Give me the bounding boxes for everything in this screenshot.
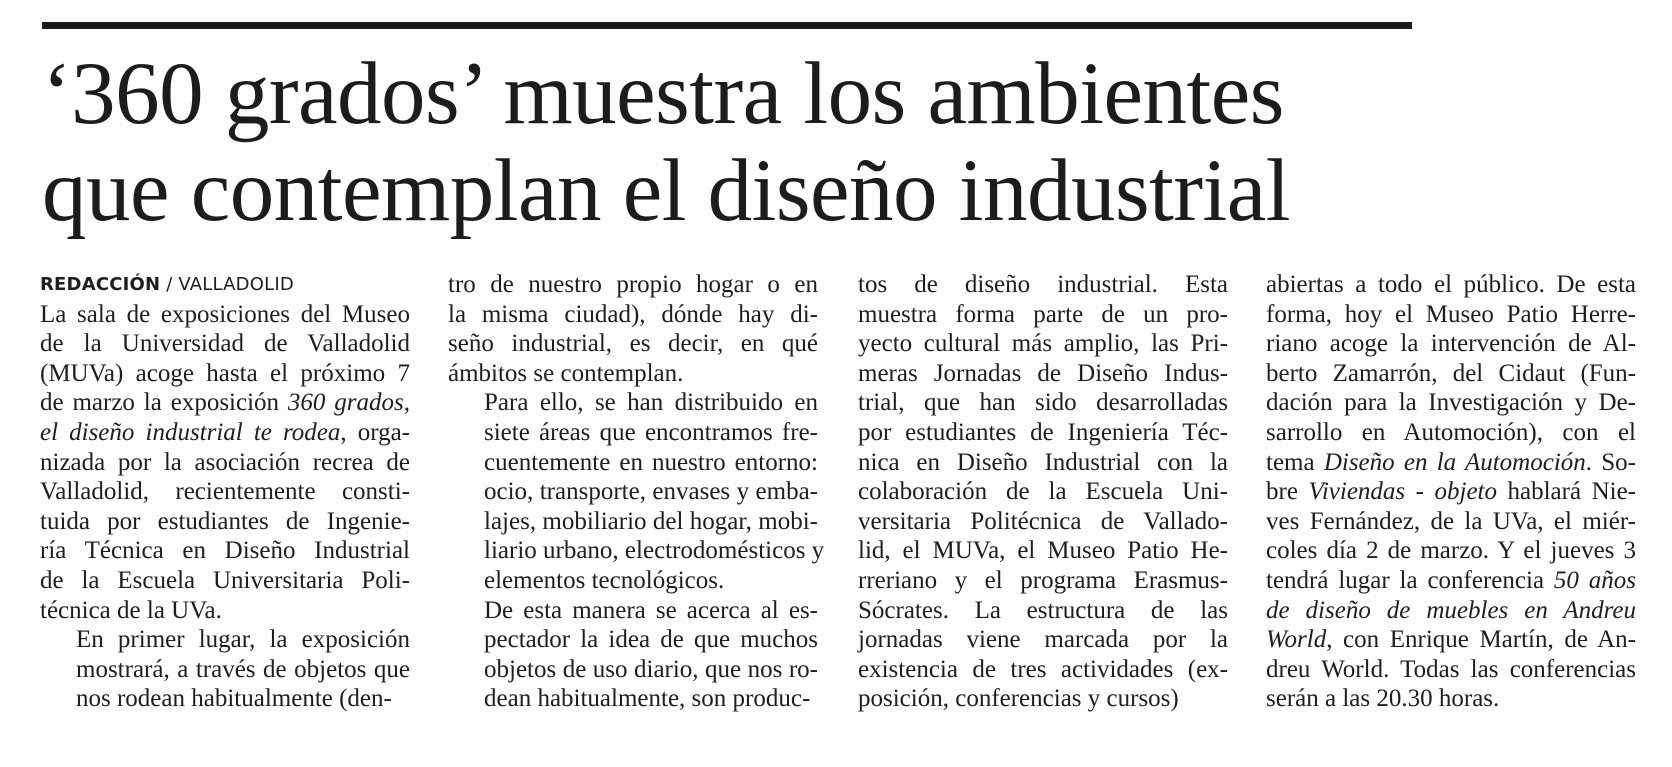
paragraph (448, 596, 818, 714)
text-line: tema Diseño en la Automoción. So- (1266, 448, 1636, 476)
text-line: tendrá lugar la conferencia 50 años (1266, 566, 1636, 594)
text-line: de la Universidad de Valladolid (40, 330, 410, 358)
text-line: forma, hoy el Museo Patio Herre- (1266, 300, 1636, 328)
paragraph (40, 625, 410, 714)
text-line: versitaria Politécnica de Vallado- (858, 507, 1228, 535)
text-line: el diseño industrial te rodea, orga- (40, 418, 410, 446)
top-rule (42, 22, 1412, 29)
text-line: de diseño de muebles en Andreu (1266, 596, 1636, 624)
text-line: Sócrates. La estructura de las (858, 596, 1228, 624)
text-line: jornadas viene marcada por la (858, 626, 1228, 654)
text-line: tro de nuestro propio hogar o en (448, 271, 818, 298)
text-line: dreu World. Todas las conferencias (1266, 655, 1636, 683)
text-line: colaboración de la Escuela Uni- (858, 478, 1228, 506)
text-line: trial, que han sido desarrolladas (858, 389, 1228, 417)
text-line: ocio, transporte, envases y emba- (484, 478, 818, 506)
text-line: siete áreas que encontramos fre- (484, 418, 818, 446)
text-line: La sala de exposiciones del Museo (40, 300, 410, 328)
article-column-3 (858, 270, 1228, 714)
text-line: mostrará, a través de objetos que (76, 655, 410, 683)
paragraph (448, 270, 818, 388)
text-line: dean habitualmente, son produc- (484, 685, 811, 713)
text-line: World, con Enrique Martín, de An- (1266, 626, 1636, 654)
headline (42, 46, 1442, 240)
text-line: meras Jornadas de Diseño Indus- (858, 359, 1228, 387)
text-line: berto Zamarrón, del Cidaut (Fun- (1266, 359, 1636, 387)
text-line: de marzo la exposición 360 grados, (40, 389, 410, 417)
text-line: De esta manera se acerca al es- (484, 596, 818, 624)
text-line: En primer lugar, la exposición (76, 626, 410, 654)
text-line: posición, conferencias y cursos) (858, 685, 1179, 713)
text-line: bre Viviendas - objeto hablará Nie- (1266, 478, 1636, 506)
text-line: lid, el MUVa, el Museo Patio He- (858, 537, 1228, 565)
text-line: ves Fernández, de la UVa, el miér- (1266, 507, 1636, 535)
text-line: nos rodean habitualmente (den- (76, 685, 392, 713)
text-line: muestra forma parte de un pro- (858, 300, 1228, 328)
text-line: (MUVa) acoge hasta el próximo 7 (40, 359, 410, 387)
text-line: elementos tecnológicos. (484, 566, 725, 594)
text-line: serán a las 20.30 horas. (1266, 685, 1500, 713)
article-column-1 (40, 270, 410, 714)
text-line: rreriano y el programa Erasmus- (858, 566, 1228, 594)
text-line: yecto cultural más amplio, las Pri- (858, 330, 1228, 358)
text-line: ámbitos se contemplan. (448, 359, 684, 387)
text-line: objetos de uso diario, que nos ro- (484, 655, 818, 683)
paragraph (40, 300, 410, 626)
paragraph (448, 388, 825, 595)
text-line: cuentemente en nuestro entorno: (484, 448, 818, 476)
byline-author: REDACCIÓN (40, 274, 161, 295)
byline-separator: / (160, 274, 179, 295)
byline-city: VALLADOLID (178, 274, 294, 295)
text-line: pectador la idea de que muchos (484, 626, 818, 654)
text-line: dación para la Investigación y De- (1266, 389, 1636, 417)
text-line: riano acoge la intervención de Al- (1266, 330, 1636, 358)
headline-line-2: que contemplan el diseño industrial (42, 142, 1290, 240)
text-line: Valladolid, recientemente consti- (40, 478, 410, 506)
text-line: existencia de tres actividades (ex- (858, 655, 1228, 683)
headline-line-1: ‘360 grados’ muestra los ambientes (42, 45, 1284, 143)
text-line: abiertas a todo el público. De esta (1266, 271, 1636, 298)
text-line: de la Escuela Universitaria Poli- (40, 566, 410, 594)
text-line: coles día 2 de marzo. Y el jueves 3 (1266, 537, 1636, 565)
text-line: ría Técnica en Diseño Industrial (40, 537, 410, 565)
paragraph (858, 270, 1228, 714)
article-column-4 (1266, 270, 1636, 714)
text-line: sarrollo en Automoción), con el (1266, 418, 1636, 446)
text-line: técnica de la UVa. (40, 596, 222, 624)
text-line: seño industrial, es decir, en qué (448, 330, 818, 358)
article-column-2 (448, 270, 825, 714)
byline (40, 270, 410, 300)
text-line: la misma ciudad), dónde hay di- (448, 300, 818, 328)
text-line: tos de diseño industrial. Esta (858, 271, 1228, 298)
text-line: nica en Diseño Industrial con la (858, 448, 1228, 476)
text-line: liario urbano, electrodomésticos y (484, 537, 825, 565)
text-line: lajes, mobiliario del hogar, mobi- (484, 507, 818, 535)
text-line: tuida por estudiantes de Ingenie- (40, 507, 410, 535)
paragraph (1266, 270, 1636, 714)
text-line: Para ello, se han distribuido en (484, 389, 818, 417)
text-line: por estudiantes de Ingeniería Téc- (858, 418, 1228, 446)
text-line: nizada por la asociación recrea de (40, 448, 410, 476)
